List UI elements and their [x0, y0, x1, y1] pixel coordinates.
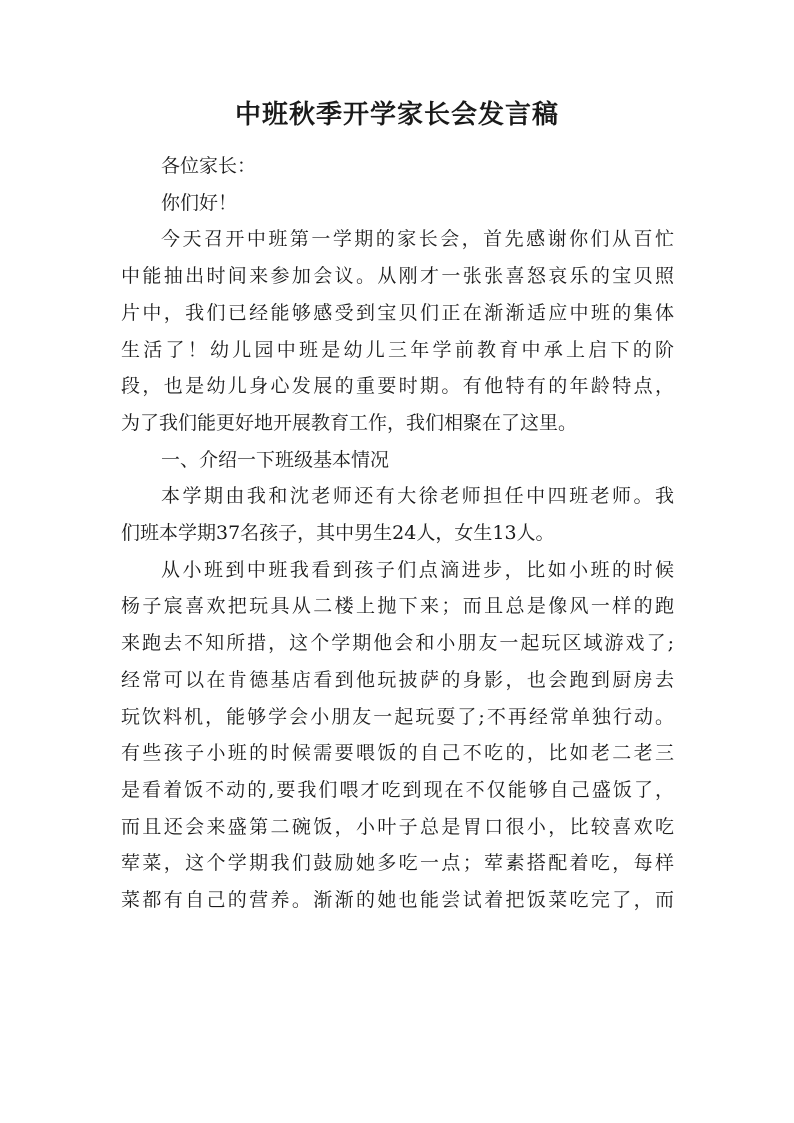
text-line: 而且还会来盛第二碗饭，小叶子总是胃口很小，比较喜欢吃 — [121, 815, 674, 838]
text-line: 是看着饭不动的,要我们喂才吃到现在不仅能够自己盛饭了， — [121, 778, 674, 801]
text-line: 们班本学期37名孩子，其中男生24人，女生13人。 — [121, 522, 555, 545]
paragraph-intro — [121, 221, 674, 441]
paragraph-hello — [121, 185, 674, 222]
text-line: 各位家长： — [161, 155, 257, 177]
text-line: 本学期由我和沈老师还有大徐老师担任中四班老师。我 — [161, 485, 674, 508]
text-line: 菜都有自己的营养。渐渐的她也能尝试着把饭菜吃完了，而 — [121, 889, 674, 912]
text-line: 有些孩子小班的时候需要喂饭的自己不吃的，比如老二老三 — [121, 742, 674, 765]
text-line: 你们好！ — [161, 191, 238, 214]
text-line: 经常可以在肯德基店看到他玩披萨的身影，也会跑到厨房去 — [121, 668, 674, 691]
document-body — [121, 148, 674, 919]
text-line: 段，也是幼儿身心发展的重要时期。有他特有的年龄特点， — [121, 375, 674, 398]
text-line: 今天召开中班第一学期的家长会，首先感谢你们从百忙 — [161, 228, 674, 251]
text-line: 为了我们能更好地开展教育工作，我们相聚在了这里。 — [121, 411, 578, 434]
text-line: 杨子宸喜欢把玩具从二楼上抛下来；而且总是像风一样的跑 — [121, 595, 674, 618]
section-heading — [121, 442, 674, 479]
text-line: 荤菜，这个学期我们鼓励她多吃一点；荤素搭配着吃，每样 — [121, 852, 674, 875]
text-line: 片中，我们已经能够感受到宝贝们正在渐渐适应中班的集体 — [121, 301, 674, 324]
text-line: 从小班到中班我看到孩子们点滴进步，比如小班的时候 — [161, 558, 674, 581]
paragraph-greeting — [121, 148, 674, 185]
paragraph-class-info — [121, 478, 674, 551]
text-line: 玩饮料机，能够学会小朋友一起玩耍了;不再经常单独行动。 — [121, 705, 674, 728]
document-title: 中班秋季开学家长会发言稿 — [234, 100, 559, 130]
text-line: 生活了！幼儿园中班是幼儿三年学前教育中承上启下的阶 — [121, 338, 674, 361]
text-line: 中能抽出时间来参加会议。从刚才一张张喜怒哀乐的宝贝照 — [121, 265, 674, 288]
paragraph-progress — [121, 552, 674, 919]
text-line: 来跑去不知所措，这个学期他会和小朋友一起玩区域游戏了; — [121, 632, 674, 655]
text-line: 一、介绍一下班级基本情况 — [161, 448, 390, 471]
